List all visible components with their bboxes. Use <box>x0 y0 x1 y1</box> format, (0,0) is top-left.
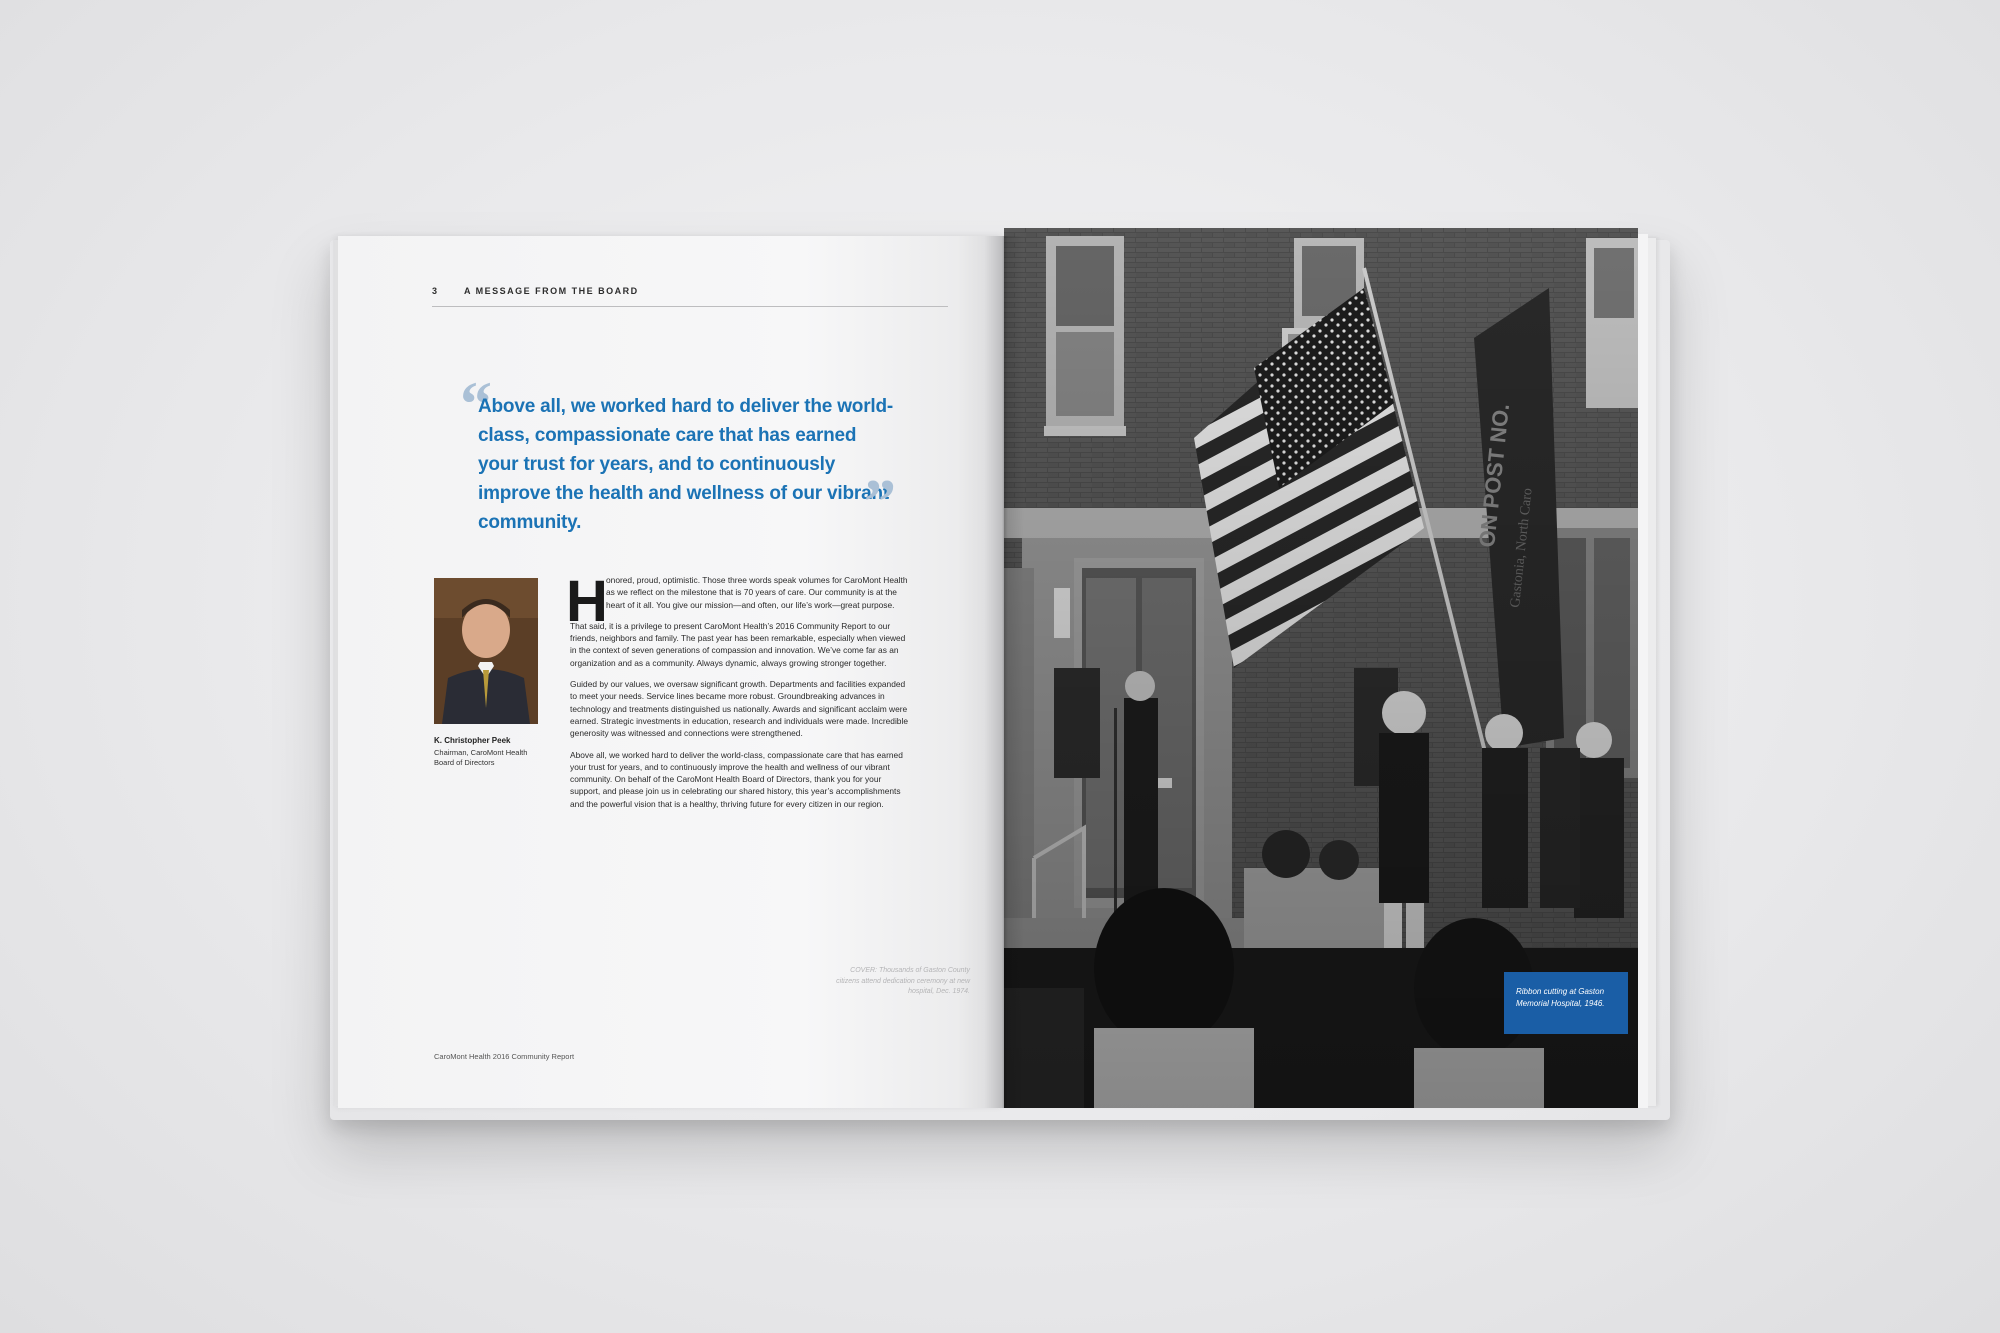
body-paragraph-2: That said, it is a privilege to present CaroMont Health’s 2016 Community Report to our friends, neighbors and family. The past year has been remarkable, especially when viewed in the context of seven generations of compassion and innovation. We’ve come far as an organization and as a community. Always dynamic, always growing stronger together. <box>570 620 906 668</box>
cover-caption: COVER: Thousands of Gaston County citizens attend dedication ceremony at new hospital, Dec. 1974. <box>836 967 970 995</box>
footer-text: CaroMont Health 2016 Community Report <box>434 1052 575 1061</box>
pull-quote: Above all, we worked hard to deliver the world-class, compassionate care that has earned your trust for years, and to continuously improve the health and wellness of our vibrant community. <box>478 396 894 533</box>
running-head <box>432 286 948 307</box>
drop-cap: H <box>566 569 608 634</box>
portrait-photo <box>434 578 538 724</box>
portrait-name: K. Christopher Peek <box>434 736 511 745</box>
body-paragraph-1: onored, proud, optimistic. Those three words speak volumes for CaroMont Health as we reflect on the milestone that is 70 years of care. Our community is at the heart of it all. You give our mission—and often, our life’s work—great purpose. <box>606 575 908 610</box>
portrait-title <box>434 748 554 768</box>
portrait-title-line1: Chairman, CaroMont Health <box>434 748 528 757</box>
portrait-title-line2: Board of Directors <box>434 758 495 767</box>
page-number: 3 <box>432 286 439 296</box>
body-paragraph-4: Above all, we worked hard to deliver the world-class, compassionate care that has earned your trust for years, and to continuously improve the health and wellness of our vibrant community. On behalf of the CaroMont Health Board of Directors, thank you for your support, and please join us in celebrating our shared history, this year’s accomplishments and the powerful vision that is a healthy, thriving future for every citizen in our region. <box>570 749 903 809</box>
photo-caption-box <box>1504 972 1628 1034</box>
body-paragraph-3: Guided by our values, we oversaw significant growth. Departments and facilities expanded to meet your needs. Service lines became more robust. Groundbreaking advances in technology and treatments distinguished us nationally. Awards and significant acclaim were earned. Strategic investments in education, research and individuals were made. Incredible generosity was witnessed and connections were strengthened. <box>570 679 908 739</box>
portrait-image <box>434 578 538 724</box>
gutter-shadow <box>984 236 1024 1108</box>
quote-close-mark: ” <box>864 466 896 537</box>
section-title: A MESSAGE FROM THE BOARD <box>464 286 639 296</box>
quote-open-mark: “ <box>460 368 492 439</box>
body-text <box>570 574 910 819</box>
photo-caption: Ribbon cutting at Gaston Memorial Hospital, 1946. <box>1516 987 1605 1008</box>
